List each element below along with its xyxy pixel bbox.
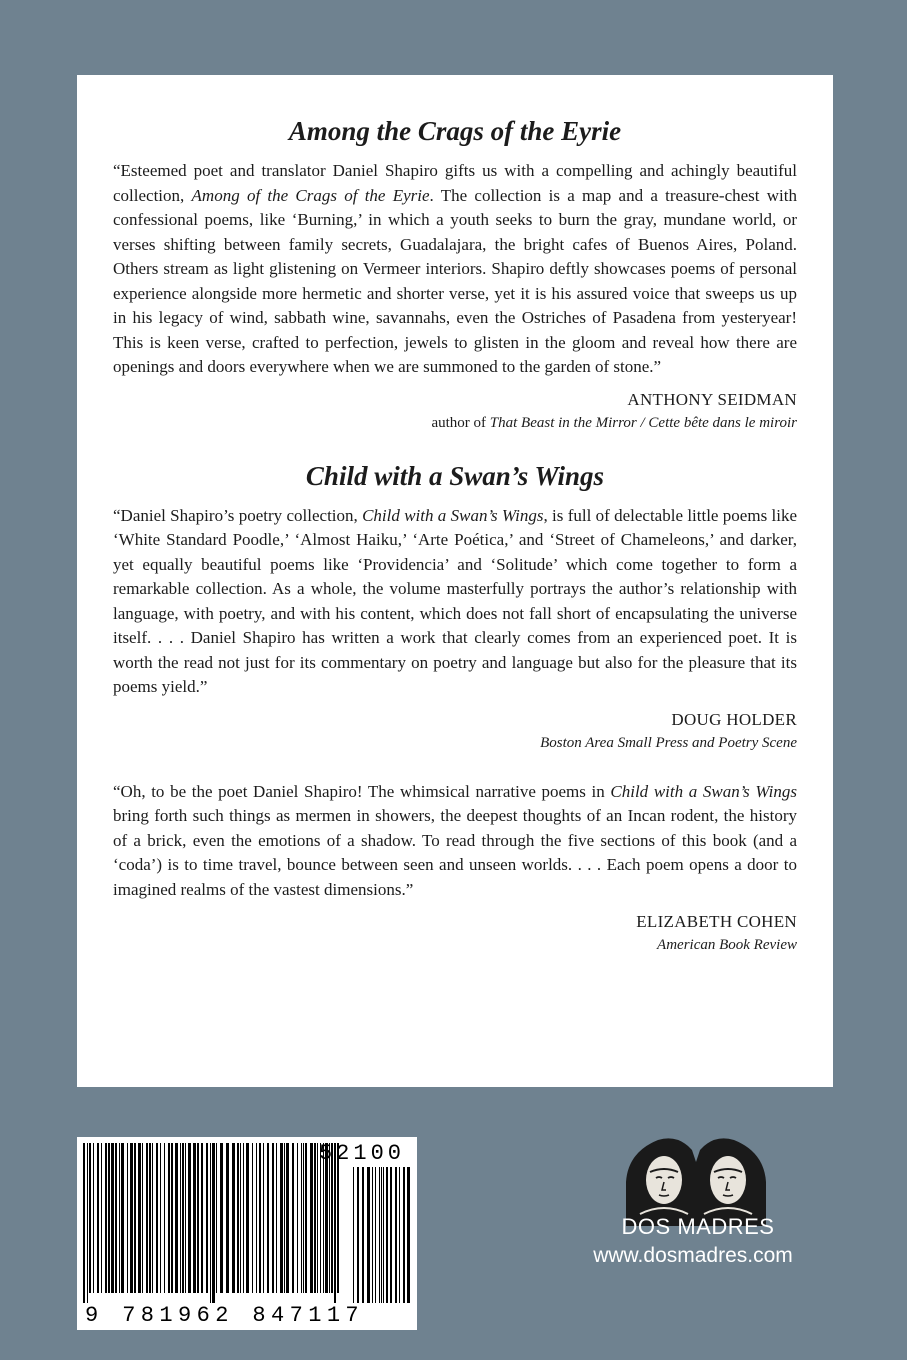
barcode-bar — [246, 1143, 249, 1293]
barcode-bar — [206, 1143, 208, 1293]
barcode-bar — [188, 1143, 191, 1293]
barcode-bar — [87, 1143, 88, 1303]
barcode-bar — [164, 1143, 165, 1293]
barcode-bar — [168, 1143, 170, 1293]
attribution-cohen — [113, 910, 797, 956]
barcode-bar — [252, 1143, 253, 1293]
barcode-bar — [115, 1143, 117, 1293]
barcode-bar — [89, 1143, 91, 1293]
barcode-bar — [237, 1143, 239, 1293]
barcode-addon-bar — [375, 1167, 376, 1303]
barcode-addon-bar — [407, 1167, 410, 1303]
barcode-bar — [119, 1143, 120, 1293]
barcode-bar — [280, 1143, 283, 1293]
barcode-bar — [292, 1143, 294, 1293]
barcode-bar — [152, 1143, 153, 1293]
barcode-addon-bar — [386, 1167, 388, 1303]
barcode-bar — [111, 1143, 114, 1293]
barcode-bar — [297, 1143, 298, 1293]
barcode-addon-bar — [367, 1167, 370, 1303]
barcode-bar — [272, 1143, 274, 1293]
publisher-website: www.dosmadres.com — [593, 1244, 793, 1267]
barcode-bar — [210, 1143, 211, 1303]
barcode-bar — [305, 1143, 307, 1293]
barcode-bar — [146, 1143, 148, 1293]
barcode-bar — [83, 1143, 85, 1303]
barcode-bar — [149, 1143, 151, 1293]
barcode-bar — [93, 1143, 94, 1293]
isbn-barcode — [77, 1137, 417, 1330]
barcode-addon-bar — [399, 1167, 400, 1303]
author-source: Boston Area Small Press and Poetry Scene — [540, 734, 797, 751]
barcode-bar — [182, 1143, 184, 1293]
section-title-swan: Child with a Swan’s Wings — [305, 460, 605, 491]
barcode-bar — [175, 1143, 178, 1293]
barcode-bar — [156, 1143, 158, 1293]
barcode-bar — [310, 1143, 313, 1293]
barcode-addon-bar — [390, 1167, 392, 1303]
author-name: DOUG HOLDER — [671, 709, 797, 729]
blurb-book-title: Among of the Crags of the Eyrie — [191, 185, 430, 205]
blurb-book-title: Child with a Swan’s Wings — [362, 505, 544, 525]
barcode-addon-bar — [403, 1167, 405, 1303]
barcode-bar — [142, 1143, 143, 1293]
blurb-book-title: Child with a Swan’s Wings — [610, 781, 797, 801]
barcode-bar — [105, 1143, 107, 1293]
barcode-bar — [256, 1143, 257, 1293]
barcode-bar — [97, 1143, 99, 1293]
barcode-bar — [263, 1143, 264, 1293]
barcode-bar — [171, 1143, 173, 1293]
barcode-bar — [226, 1143, 229, 1293]
barcode-addon-bar — [353, 1167, 354, 1303]
attribution-seidman — [113, 388, 797, 434]
barcode-addon-bar — [372, 1167, 373, 1303]
author-name: ELIZABETH COHEN — [636, 912, 797, 931]
barcode-bar — [127, 1143, 128, 1293]
publisher-name: DOS MADRES — [621, 1214, 775, 1239]
barcode-bar — [108, 1143, 110, 1293]
barcode-bar — [121, 1143, 124, 1293]
barcode-bar — [284, 1143, 285, 1293]
author-source: American Book Review — [657, 937, 797, 953]
barcode-bar — [232, 1143, 235, 1293]
attribution-holder — [113, 708, 797, 754]
barcode-bar — [314, 1143, 316, 1293]
barcode-bar — [276, 1143, 277, 1293]
barcode-bar — [212, 1143, 215, 1303]
barcode-bar — [334, 1143, 336, 1303]
barcode-bar — [185, 1143, 186, 1293]
barcode-bar — [286, 1143, 289, 1293]
barcode-bar — [259, 1143, 261, 1293]
barcode-bar — [317, 1143, 318, 1293]
barcode-bar — [193, 1143, 196, 1293]
barcode-bar — [201, 1143, 203, 1293]
barcode-bar — [138, 1143, 141, 1293]
blurb-seidman: “Esteemed poet and translator Daniel Shapiro gifts us with a compelling and achingly beautiful collection, Among of the Crags of the Eyrie. The collection is a map and a treasure-chest with confessional poems, like ‘Burning,’ in which a youth seeks to burn the gray, mundane world, or verses shifting between family secrets, Guadalajara, the bright cafes of Buenos Aires, Poland. Others stream as light glistening on Vermeer interiors. Shapiro deftly showcases poems of personal experience alongside more hermetic and shorter verse, yet it is his assured voice that sweeps us up in his legacy of wind, sabbath wine, savannahs, even the Ostriches of Pasadena from yesteryear! This is keen verse, crafted to perfection, jewels to glisten in the gloom and reveal how there are openings and doors everywhere when we are summoned to the garden of stone.” — [113, 161, 797, 376]
barcode-bar — [160, 1143, 161, 1293]
barcode-bar — [301, 1143, 302, 1293]
barcode-addon-bar — [381, 1167, 382, 1303]
barcode-bar — [220, 1143, 223, 1293]
barcode-bar — [240, 1143, 241, 1293]
blurb-cohen: “Oh, to be the poet Daniel Shapiro! The whimsical narrative poems in Child with a Swan’s Wings bring forth such things as mermen in showers, the deepest thoughts of an Incan rodent, the history of a brick, even the emotions of a shadow. To read through the five sections of this book (and a ‘coda’) is to time travel, bounce between seen and unseen worlds. . . . Each poem opens a door to imagined realms of the vastest dimensions.” — [113, 781, 797, 899]
barcode-bar — [267, 1143, 269, 1293]
barcode-bar — [243, 1143, 244, 1293]
barcode-addon-bar — [362, 1167, 364, 1303]
author-source: author of That Beast in the Mirror / Cette bête dans le miroir — [431, 414, 797, 431]
barcode-bar — [180, 1143, 181, 1293]
section-title-crags: Among the Crags of the Eyrie — [288, 116, 622, 146]
barcode-addon-bar — [383, 1167, 384, 1303]
blurb-holder: “Daniel Shapiro’s poetry collection, Child with a Swan’s Wings, is full of delectable little poems like ‘White Standard Poodle,’ ‘Almost Haiku,’ ‘Arte Poética,’ and ‘Street of Chameleons,’ and darker, yet equally beautiful poems like ‘Providencia’ and ‘Solitude’ which come together to form a remarkable collection. As a whole, the volume masterfully portrays the author’s relationship with language, with poetry, and with his content, which does not fall short of encapsulating the universe itself. . . . Daniel Shapiro has written a work that clearly comes from an experienced poet. It is worth the read not just for its commentary on poetry and language but also for the pleasure that its poems yield.” — [113, 505, 798, 696]
barcode-bar — [303, 1143, 304, 1293]
barcode-isbn-number: 9 781962 847117 — [85, 1303, 365, 1328]
author-name: ANTHONY SEIDMAN — [627, 389, 797, 409]
barcode-bar — [101, 1143, 102, 1293]
barcode-price-code: 52100 — [318, 1141, 405, 1166]
barcode-bar — [134, 1143, 136, 1293]
back-cover-blurbs — [77, 75, 833, 1087]
barcode-bar — [130, 1143, 133, 1293]
barcode-addon-bar — [395, 1167, 397, 1303]
barcode-addon-bar — [379, 1167, 380, 1303]
barcode-bar — [216, 1143, 217, 1293]
barcode-bar — [197, 1143, 199, 1293]
barcode-addon-bar — [357, 1167, 359, 1303]
